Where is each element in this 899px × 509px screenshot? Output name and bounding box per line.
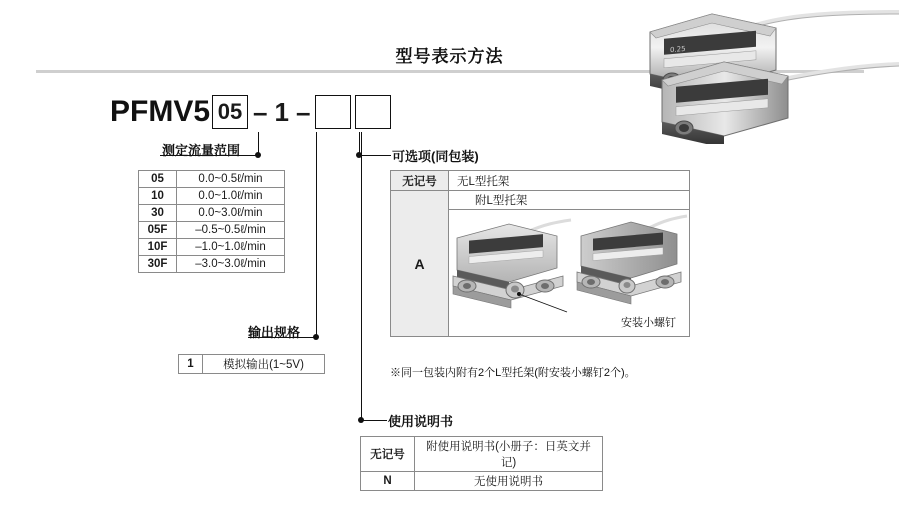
flow-range-table <box>138 170 285 273</box>
manual-code: 无记号 <box>361 437 415 472</box>
screw-label: 安装小螺钉 <box>621 317 676 329</box>
model-prefix: PFMV5 <box>110 95 211 128</box>
option-section-label: 可选项(同包装) <box>392 149 479 164</box>
manual-desc: 附使用说明书(小册子：日英文并记) <box>415 437 603 472</box>
table-row <box>391 171 690 191</box>
table-row <box>139 205 285 222</box>
manual-table <box>360 436 603 491</box>
model-box-flow-range[interactable]: 05 <box>212 95 248 129</box>
model-box-manual[interactable] <box>355 95 391 129</box>
flow-range: 0.0~3.0ℓ/min <box>177 205 285 222</box>
option-head-desc: 无L型托架 <box>449 171 690 191</box>
output-code: 1 <box>179 355 203 374</box>
flow-range: –3.0~3.0ℓ/min <box>177 256 285 273</box>
flow-code: 05 <box>139 171 177 188</box>
leader-option-horizontal <box>359 155 391 156</box>
output-desc: 模拟输出(1~5V) <box>203 355 325 374</box>
option-illustration-cell <box>449 210 690 337</box>
flow-range: 0.0~1.0ℓ/min <box>177 188 285 205</box>
option-table <box>390 170 690 337</box>
manual-section-label: 使用说明书 <box>388 414 454 429</box>
output-section-label: 输出规格 <box>248 325 301 340</box>
table-row <box>139 256 285 273</box>
leader-manual-vertical <box>361 132 362 420</box>
flow-code: 30F <box>139 256 177 273</box>
product-photo-top <box>640 4 899 144</box>
model-separator-1: – <box>253 97 268 127</box>
page-title: 型号表示方法 <box>395 47 504 66</box>
flow-range: –0.5~0.5ℓ/min <box>177 222 285 239</box>
manual-desc: 无使用说明书 <box>415 472 603 491</box>
flow-code: 05F <box>139 222 177 239</box>
option-row-code: A <box>391 191 449 337</box>
table-row <box>139 222 285 239</box>
table-row <box>391 191 690 210</box>
flow-code: 30 <box>139 205 177 222</box>
model-code-row <box>110 92 391 132</box>
leader-manual-horizontal <box>361 420 387 421</box>
model-separator-2: – <box>295 97 311 127</box>
option-note: ※同一包装内附有2个L型托架(附安装小螺钉2个)。 <box>390 367 636 379</box>
table-row <box>361 437 603 472</box>
svg-text:0.25: 0.25 <box>670 43 686 55</box>
flow-range: 0.0~0.5ℓ/min <box>177 171 285 188</box>
leader-output-vertical <box>316 132 317 337</box>
manual-code: N <box>361 472 415 491</box>
flow-section-label: 测定流量范围 <box>162 143 241 158</box>
table-row <box>139 188 285 205</box>
model-output-spec: 1 <box>274 97 289 127</box>
table-row <box>139 171 285 188</box>
flow-range: –1.0~1.0ℓ/min <box>177 239 285 256</box>
flow-code: 10F <box>139 239 177 256</box>
table-row <box>361 472 603 491</box>
table-row <box>139 239 285 256</box>
flow-code: 10 <box>139 188 177 205</box>
output-spec-table <box>178 354 325 374</box>
option-head-code: 无记号 <box>391 171 449 191</box>
model-box-option[interactable] <box>315 95 351 129</box>
table-row <box>179 355 325 374</box>
option-sub-desc: 附L型托架 <box>449 191 690 210</box>
